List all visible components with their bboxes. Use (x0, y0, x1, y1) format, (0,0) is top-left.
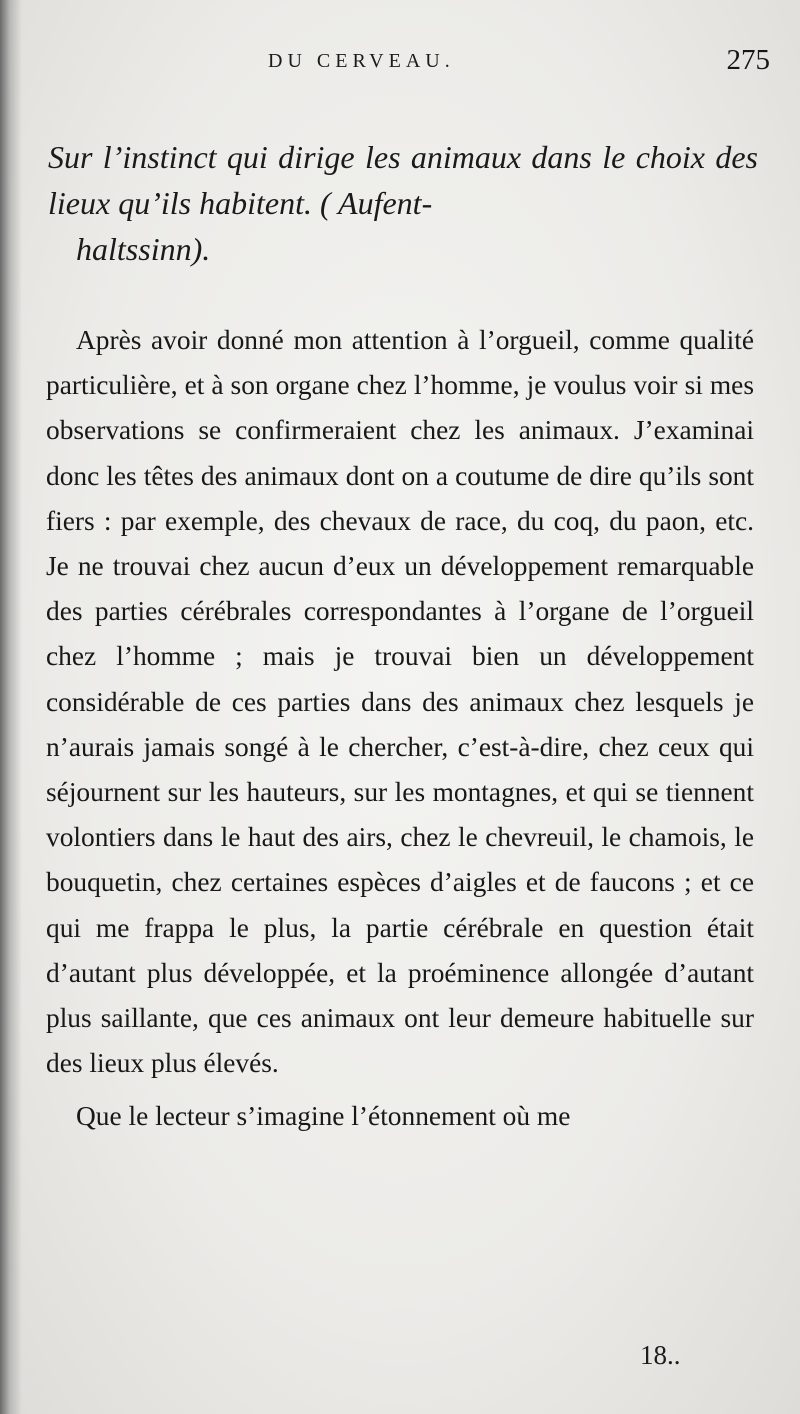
paragraph-2: Que le lecteur s’imagine l’étonnement où me (76, 1101, 571, 1132)
section-heading-line-2: haltssinn). (76, 231, 211, 267)
page-number: 275 (726, 44, 770, 76)
page-header (0, 44, 800, 84)
page-gutter-shadow (0, 0, 22, 1414)
signature-mark: 18.. (640, 1340, 681, 1370)
paragraph-1: Après avoir donné mon attention à l’orgueil, comme qualité particulière, et à son organe chez l’homme, je voulus voir si mes observations se confirmeraient chez les animaux. J’examinai donc les têtes des animaux dont on a coutume de dire qu’ils sont fiers : par exemple, des chevaux de race, du coq, du paon, etc. Je ne trouvai chez aucun d’eux un développement remarquable des parties cérébrales correspondantes à l’organe de l’orgueil chez l’homme ; mais je trouvai bien un développement considérable de ces parties dans des animaux chez lesquels je n’aurais jamais songé à le chercher, c’est-à-dire, chez ceux qui séjournent sur les hauteurs, sur les montagnes, et qui se tiennent volontiers dans le haut des airs, chez le chevreuil, le chamois, le bouquetin, chez certaines espèces d’aigles et de faucons ; et ce qui me frappa le plus, la partie cérébrale en question était d’autant plus développée, et la proéminence allongée d’autant plus saillante, que ces animaux ont leur demeure habituelle sur des lieux plus élevés. (46, 325, 754, 1079)
body-text (46, 318, 754, 1140)
running-title: DU CERVEAU. (268, 50, 455, 72)
section-heading (48, 134, 758, 272)
section-heading-line-1: Sur l’instinct qui dirige les animaux dans le choix des lieux qu’ils habitent. ( Aufent- (48, 139, 758, 221)
